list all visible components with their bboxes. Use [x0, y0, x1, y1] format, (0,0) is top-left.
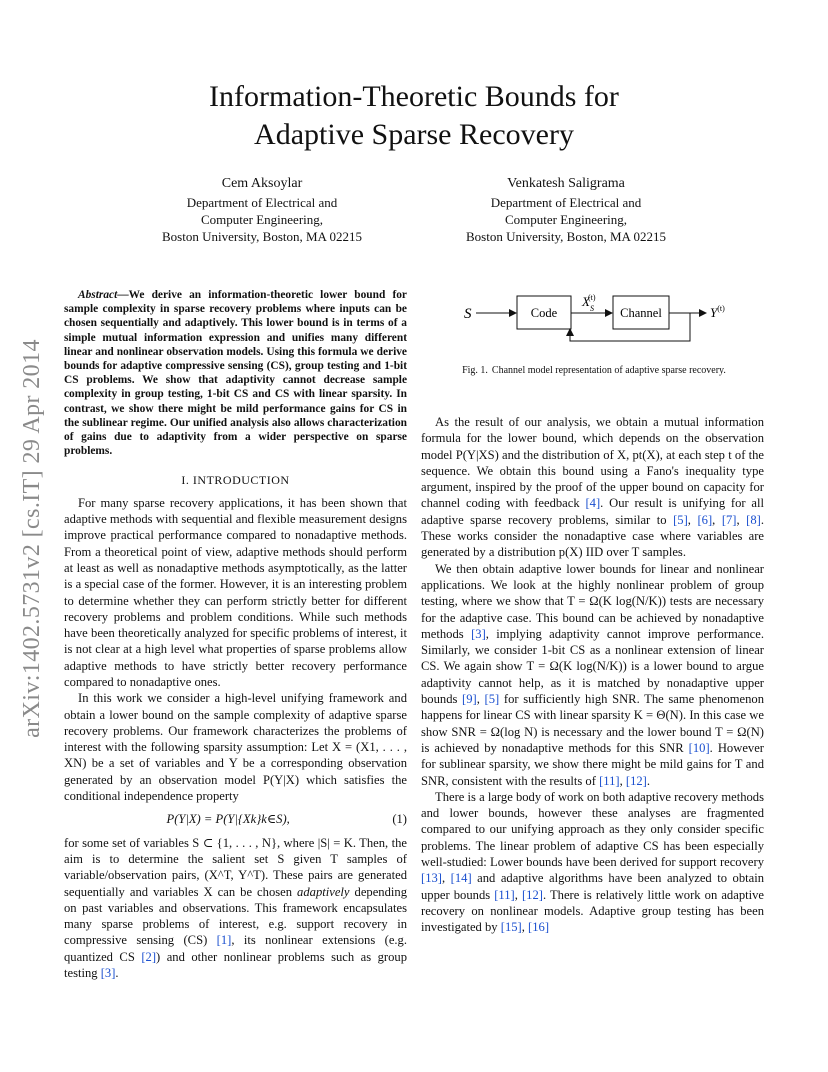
section-heading-introduction: I. INTRODUCTION [181, 473, 290, 488]
equation-body: P(Y|X) = P(Y|{Xk}k∈S), [166, 812, 290, 827]
text-run: for sufficiently high SNR. The same phenomenon happens for linear CS with linear sparsity K = Θ(N). In this case we show SNR = Ω(log N) is necessary and the lower bound T = Ω(N) is achieved by nonadaptive methods for this SNR [421, 692, 764, 755]
text-run: for some set of variables S ⊂ {1, . . . , N}, where |S| = K. Then, the aim is to determine the salient set S given T samples of variable/observation pairs, (X^T, Y^T). These pairs are generated sequentially and variables X can be chosen [64, 835, 407, 899]
right-paragraph-2: We then obtain adaptive lower bounds for linear and nonlinear applications. We look at the highly nonlinear problem of group testing, where we show that T = Ω(K log(N/K)) tests are necessary for the adaptive case. This bound can be achieved by nonadaptive methods [3], implying adaptivity cannot improve performance. Similarly, we consider 1-bit CS as a nonlinear extension of linear CS. We again show T = Ω(K log(N/K)) is a lower bound to argue adaptivity cannot help, as it is matched by nonadaptive upper bounds [9], [5] for sufficiently high SNR. The same phenomenon happens for linear CS with linear sparsity K = Θ(N). In this case we show SNR = Ω(log N) is necessary and the lower bound T = Ω(N) is achieved by nonadaptive methods for this SNR [10]. However for sublinear sparsity, we show there might be mild gains for T and SNR, consistent with the results of [11], [12]. [421, 561, 765, 788]
figure-1 [424, 286, 764, 377]
author-name: Venkatesh Saligrama [507, 176, 625, 191]
text-run: As the result of our analysis, we obtain a mutual information formula for the lower bound, which depends on the observation model P(Y|XS) and the distribution of X, pt(X), at each step t of the sequence. We obtain this bound using a Fano's inequality type argument, inspired by the proof of the upper bound on capacity for channel coding with feedback [421, 415, 764, 511]
citation-link[interactable]: [11] [494, 887, 515, 902]
left-column [64, 288, 407, 981]
citation-link[interactable]: [16] [528, 920, 550, 935]
channel-diagram [424, 286, 764, 356]
intro-paragraph-2: In this work we consider a high-level unifying framework and obtain a lower bound on the sample complexity of adaptive sparse recovery problems. Our framework characterizes the problems of interest with the following sparsity assumption: Let X = (X1, . . . , XN) be a set of variables and Y be a corresponding observation generated by an observation model P(Y|X) which satisfies the conditional independence property [64, 691, 407, 804]
citation-link[interactable]: [4] [585, 496, 601, 511]
author-dept-1: Department of Electrical and [490, 195, 642, 210]
author-block-2 [426, 174, 706, 245]
citation-link[interactable]: [12] [521, 887, 543, 902]
right-column [421, 414, 764, 936]
author-name: Cem Aksoylar [221, 176, 303, 191]
text-run: , its nonlinear extensions (e.g. quantized CS [64, 933, 407, 964]
author-dept-2: Computer Engineering, [504, 212, 628, 227]
citation-link[interactable]: [7] [721, 512, 737, 527]
citation-link[interactable]: [9] [462, 692, 477, 707]
citation-link[interactable]: [3] [471, 626, 486, 641]
citation-link[interactable]: [15] [500, 920, 522, 935]
citation-link[interactable]: [8] [746, 512, 761, 527]
emphasis: adaptively [297, 884, 350, 899]
right-paragraph-3: There is a large body of work on both adaptive recovery methods and lower bounds, however these analyses are fragmented compared to our unifying approach as they only consider specific problems. The linear problem of adaptive CS has been especially well-studied: Lower bounds have been derived for support recovery [13], [14] and adaptive algorithms have been analyzed to obtain upper bounds [11], [12]. There is relatively little work on adaptive recovery on nonlinear models. Adaptive group testing has been investigated by [15], [16] [421, 789, 765, 935]
citation-link[interactable]: [5] [673, 512, 688, 527]
citation-link[interactable]: [14] [450, 871, 472, 886]
citation-link[interactable]: [5] [484, 692, 500, 707]
caption-text: Channel model representation of adaptive sparse recovery. [491, 365, 726, 376]
intro-paragraph-3 [64, 835, 407, 982]
text-run: and adaptive algorithms have been analyzed to obtain upper bounds [421, 871, 765, 902]
code-label: Code [530, 306, 558, 320]
text-run: ) and other nonlinear problems such as group testing [64, 949, 408, 981]
abstract-label: Abstract [78, 289, 118, 301]
x-subscript: S [589, 304, 594, 313]
author-affil: Boston University, Boston, MA 02215 [466, 229, 666, 244]
text-run: . Our result is unifying for all adaptive sparse recovery problems, similar to [421, 496, 764, 527]
author-dept-2: Computer Engineering, [200, 212, 324, 227]
citation-link[interactable]: [10] [688, 740, 710, 755]
title-line-1: Information-Theoretic Bounds for [209, 80, 619, 113]
arxiv-stamp [10, 302, 54, 774]
equation-number: (1) [392, 812, 407, 827]
paper-title [0, 78, 828, 154]
author-dept-1: Department of Electrical and [186, 195, 338, 210]
text-run: , implying adaptivity cannot improve performance. Similarly, we consider 1-bit CS as a nonlinear extension of linear CS. We again show T = Ω(K log(N/K)) is a lower bound to argue adaptivity cannot help, as it is matched by nonadaptive upper bounds [421, 626, 765, 707]
x-superscript: (t) [587, 293, 596, 302]
equation-1 [64, 811, 407, 827]
citation-link[interactable]: [2] [141, 949, 157, 964]
citation-link[interactable]: [11] [599, 773, 620, 788]
text-run: . However for sublinear sparsity, we show there might be mild gains for T and SNR, consistent with the results of [421, 740, 764, 788]
text-run: depending on past variables and observations. This framework encapsulates many sparse problems of interest, e.g. support recovery in compressive sensing (CS) [64, 884, 407, 948]
figure-caption [424, 364, 764, 377]
arxiv-stamp-text: arXiv:1402.5731v2 [cs.IT] 29 Apr 2014 [18, 338, 45, 738]
citation-link[interactable]: [6] [697, 512, 713, 527]
author-affil: Boston University, Boston, MA 02215 [162, 229, 362, 244]
y-label: Y [710, 305, 718, 320]
citation-link[interactable]: [1] [216, 933, 232, 948]
citation-link[interactable]: [13] [421, 871, 442, 886]
x-signal-label [581, 293, 596, 313]
abstract-text: —We derive an information-theoretic lower bound for sample complexity in sparse recovery problems where inputs can be chosen sequentially and adaptively. This lower bound is in terms of a simple mutual information expression and unifies many different linear and nonlinear observation models. Using this formula we derive bounds for adaptive compressive sensing (CS), group testing and 1-bit CS problems. We show that adaptivity cannot decrease sample complexity in group testing, 1-bit CS and CS with linear sparsity. In contrast, we show there might be mild performance gains for CS in the sublinear regime. Our unified analysis also allows characterization of gains due to adaptivity from a wider perspective on sparse problems. [64, 289, 407, 458]
text-run: We then obtain adaptive lower bounds for linear and nonlinear applications. We look at the highly nonlinear problem of group testing, where we show that T = Ω(K log(N/K)) tests are necessary for the adaptive case. This bound can be achieved by nonadaptive methods [421, 561, 764, 641]
x-label: X [582, 294, 590, 309]
channel-label: Channel [620, 306, 662, 320]
abstract [64, 288, 407, 458]
intro-paragraph-1: For many sparse recovery applications, it has been shown that adaptive methods with sequential and flexible measurement designs improve practical performance compared to nonadaptive methods. From a theoretical point of view, adaptive methods should perform at least as well as nonadaptive methods asymptotically, as the latter is a special case of the former. However, it is an interesting problem to determine whether they can perform strictly better for different recovery problems and problem conditions. While such methods have been theoretically analyzed for specific problems of interest, it is not clear at a high level what properties of sparse problems allow adaptive methods to have strictly better recovery performance compared to nonadaptive ones. [64, 495, 407, 689]
y-output-label [710, 304, 725, 320]
text-run: . [115, 966, 119, 981]
text-run: . These works consider the nonadaptive case where variables are generated by a distribution p(X) IID over T samples. [421, 512, 765, 560]
text-run: . There is relatively little work on adaptive recovery on nonlinear models. Adaptive group testing has been investigated by [421, 887, 765, 935]
citation-link[interactable]: [12] [625, 773, 647, 788]
input-s-label: S [464, 306, 472, 322]
citation-link[interactable]: [3] [100, 966, 116, 981]
right-paragraph-1: As the result of our analysis, we obtain a mutual information formula for the lower bound, which depends on the observation model P(Y|XS) and the distribution of X, pt(X), at each step t of the sequence. We obtain this bound using a Fano's inequality type argument, inspired by the proof of the upper bound on capacity for channel coding with feedback [4]. Our result is unifying for all adaptive sparse recovery problems, similar to [5], [6], [7], [8]. These works consider the nonadaptive case where variables are generated by a distribution p(X) IID over T samples. [421, 415, 765, 560]
caption-label: Fig. 1. [462, 365, 488, 376]
title-line-2: Adaptive Sparse Recovery [254, 118, 574, 151]
author-block-1 [122, 174, 402, 245]
text-run: There is a large body of work on both adaptive recovery methods and lower bounds, however these analyses are fragmented compared to our unifying approach as they only consider specific problems. The linear problem of adaptive CS has been especially well-studied: Lower bounds have been derived for support recovery [421, 789, 764, 870]
y-superscript: (t) [717, 304, 725, 313]
